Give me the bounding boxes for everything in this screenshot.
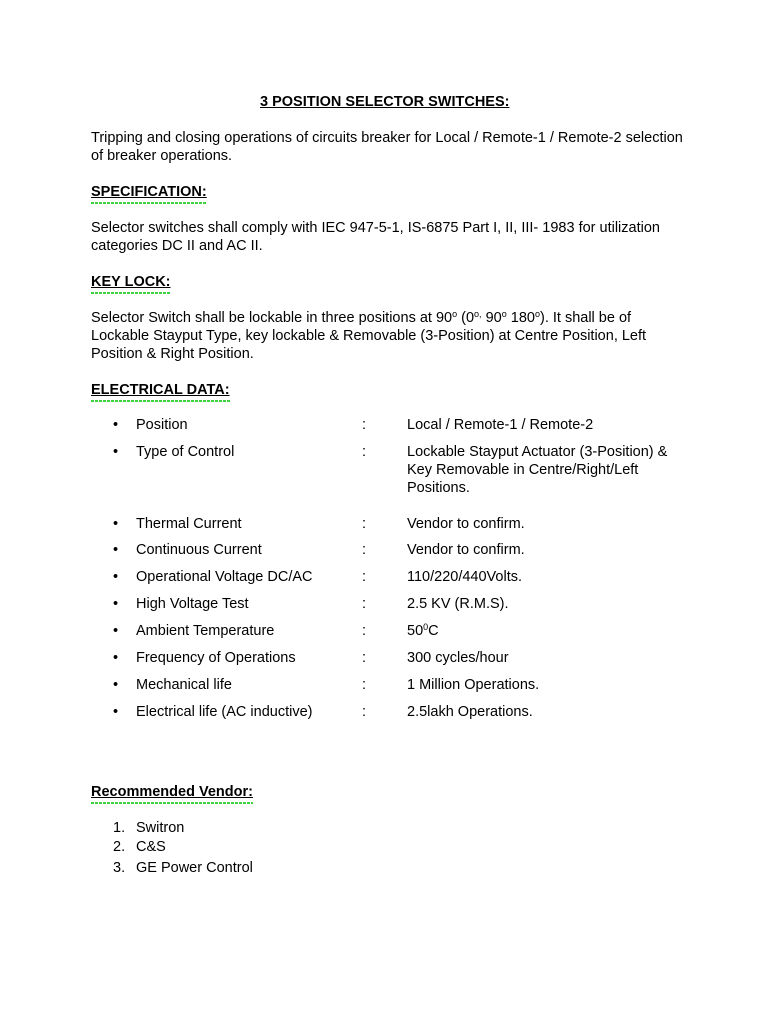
bullet: • (113, 650, 119, 666)
bullet: • (113, 444, 119, 460)
document-title: 3 POSITION SELECTOR SWITCHES: (260, 94, 510, 110)
specification-heading (91, 183, 207, 201)
key-lock-text-part: 90 (481, 310, 502, 326)
item-value: 2.5lakh Operations. (407, 704, 533, 720)
key-lock-text-part: ). It shall be of Lockable Stayput Type, key lockable & Removable (3-Position) at Centre Position, Left Position & Right Position. (91, 310, 647, 362)
vendor-name: C&S (136, 839, 166, 855)
spellcheck-underline (91, 802, 253, 804)
item-colon: : (362, 704, 367, 720)
bullet: • (113, 417, 119, 433)
temperature-number: 50 (407, 623, 424, 639)
item-value: Vendor to confirm. (407, 542, 525, 558)
item-colon: : (362, 650, 367, 666)
item-colon: : (362, 417, 367, 433)
item-value: Vendor to confirm. (407, 516, 525, 532)
item-label: Frequency of Operations (136, 650, 296, 666)
key-lock-text-part: (0 (457, 310, 475, 326)
key-lock-text-part: 180 (506, 310, 535, 326)
intro-paragraph: Tripping and closing operations of circuits breaker for Local / Remote-1 / Remote-2 selection of breaker operations. (91, 130, 683, 164)
spellcheck-underline (91, 400, 230, 402)
vendor-name: GE Power Control (136, 860, 253, 876)
electrical-data-heading-text: ELECTRICAL DATA: (91, 382, 230, 398)
item-label: Type of Control (136, 444, 235, 460)
bullet: • (113, 542, 119, 558)
spellcheck-underline (91, 202, 207, 204)
recommended-vendor-heading-text: Recommended Vendor: (91, 784, 253, 800)
item-label: Electrical life (AC inductive) (136, 704, 313, 720)
item-number: 3. (113, 860, 126, 876)
item-number: 2. (113, 839, 126, 855)
item-label: Continuous Current (136, 542, 262, 558)
item-colon: : (362, 623, 367, 639)
specification-heading-text: SPECIFICATION: (91, 184, 207, 200)
item-colon: : (362, 444, 367, 460)
item-colon: : (362, 677, 367, 693)
key-lock-heading (91, 273, 171, 291)
degree-superscript: 0 (423, 622, 429, 632)
item-value: 1 Million Operations. (407, 677, 540, 693)
item-colon: : (362, 516, 367, 532)
item-value: 110/220/440Volts. (407, 569, 523, 585)
item-value: Local / Remote-1 / Remote-2 (407, 417, 594, 433)
key-lock-text-part: Selector Switch shall be lockable in three positions at 90 (91, 310, 453, 326)
temperature-unit: C (428, 623, 439, 639)
spellcheck-underline (91, 292, 171, 294)
key-lock-heading-text: KEY LOCK: (91, 274, 171, 290)
item-colon: : (362, 542, 367, 558)
bullet: • (113, 677, 119, 693)
item-value: 300 cycles/hour (407, 650, 509, 666)
vendor-name: Switron (136, 820, 185, 836)
item-number: 1. (113, 820, 126, 836)
item-label: High Voltage Test (136, 596, 249, 612)
degree-superscript: o (534, 309, 540, 319)
bullet: • (113, 704, 119, 720)
item-colon: : (362, 596, 367, 612)
item-colon: : (362, 569, 367, 585)
electrical-data-heading (91, 381, 230, 399)
item-label: Thermal Current (136, 516, 242, 532)
item-value: Lockable Stayput Actuator (3-Position) & Key Removable in Centre/Right/Left Positions. (407, 444, 668, 496)
item-value (407, 622, 707, 640)
item-label: Operational Voltage DC/AC (136, 569, 313, 585)
key-lock-paragraph (91, 309, 691, 363)
degree-superscript: o, (474, 309, 482, 319)
recommended-vendor-heading (91, 783, 253, 801)
bullet: • (113, 516, 119, 532)
item-label: Ambient Temperature (136, 623, 275, 639)
specification-paragraph: Selector switches shall comply with IEC 947-5-1, IS-6875 Part I, II, III- 1983 for utilization categories DC II and AC II. (91, 220, 660, 254)
item-value: 2.5 KV (R.M.S). (407, 596, 509, 612)
bullet: • (113, 596, 119, 612)
item-label: Mechanical life (136, 677, 232, 693)
bullet: • (113, 569, 119, 585)
degree-superscript: o (452, 309, 458, 319)
degree-superscript: o (501, 309, 507, 319)
bullet: • (113, 623, 119, 639)
item-label: Position (136, 417, 188, 433)
